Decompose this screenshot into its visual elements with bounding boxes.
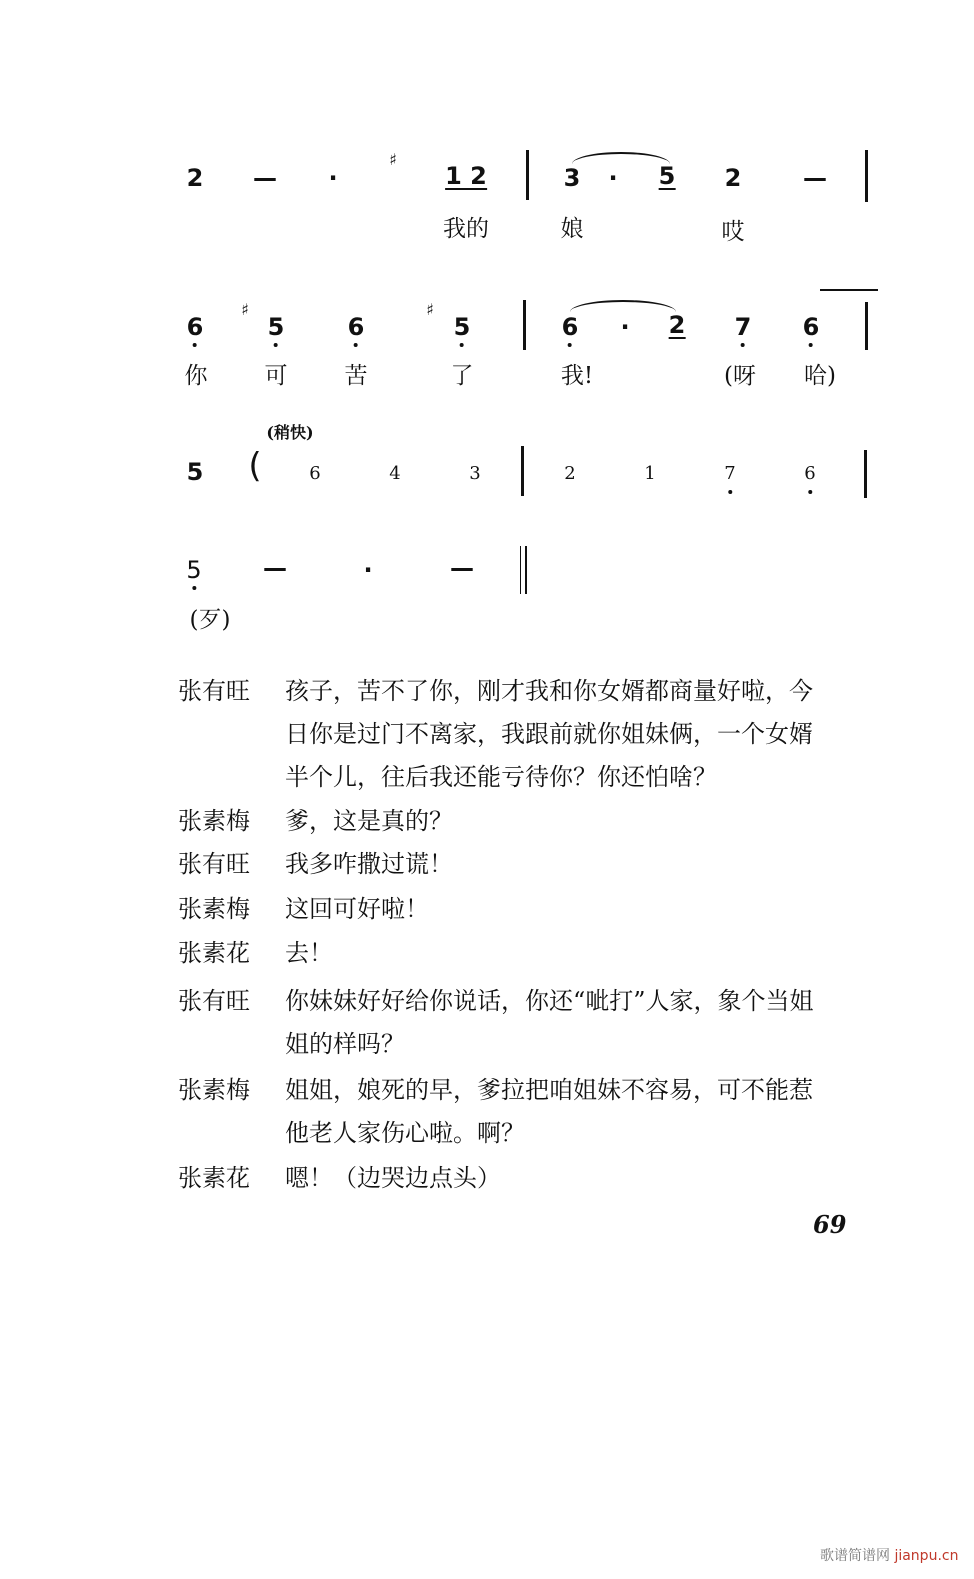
parenthesis: (: [248, 446, 262, 486]
note: 6: [802, 313, 820, 341]
dialogue-line: [178, 980, 884, 1066]
speaker: 张有旺: [178, 850, 250, 878]
lyric: 你: [184, 363, 208, 389]
bracket-line: [820, 289, 878, 291]
dialogue-text: 你妹妹好好给你说话，你还“呲打”人家，象个当姐: [285, 987, 814, 1015]
note: 5: [658, 162, 676, 190]
dialogue-text: 孩子，苦不了你，刚才我和你女婿都商量好啦，今: [285, 677, 813, 705]
dash: —: [803, 164, 827, 192]
dot: ·: [363, 556, 373, 584]
note: 6: [561, 313, 579, 341]
dialogue-text: 这回可好啦！: [285, 895, 429, 923]
note: 6: [309, 463, 321, 484]
lyric: 哈): [804, 363, 836, 389]
lyric: 我的: [443, 216, 489, 242]
note: 5: [186, 556, 202, 584]
note: 6: [186, 313, 204, 341]
lyric: 娘: [560, 216, 584, 242]
barline: [523, 300, 526, 350]
note: 3: [469, 463, 481, 484]
note: 6: [347, 313, 365, 341]
lyric: (呀: [724, 363, 756, 389]
note: 2: [668, 311, 686, 339]
lyric: 哎: [721, 219, 745, 245]
note: 1: [644, 463, 656, 484]
barline: [521, 446, 524, 496]
speaker: 张素梅: [178, 807, 250, 835]
page-number: 69: [813, 1210, 847, 1239]
dialogue-line: [178, 888, 884, 931]
sharp-sign: ♯: [241, 300, 249, 319]
barline: [865, 302, 868, 350]
speaker: 张有旺: [178, 987, 250, 1015]
barline: [526, 150, 529, 200]
note: 1 2: [445, 162, 487, 190]
dialogue-text: 爹，这是真的？: [285, 807, 453, 835]
note: 5: [186, 458, 204, 486]
lyric: (歹): [189, 607, 231, 633]
barline: [865, 150, 868, 202]
dash: —: [450, 554, 474, 582]
note: 7: [724, 460, 735, 488]
dialogue-line: [178, 800, 884, 843]
lyric: 可: [264, 363, 288, 389]
dialogue-text: 姐姐，娘死的早，爹拉把咱姐妹不容易，可不能惹: [285, 1076, 813, 1104]
slur: [570, 300, 676, 312]
dialogue-line: [178, 1069, 884, 1155]
watermark-url: jianpu.cn: [894, 1548, 959, 1564]
note: 3: [563, 164, 581, 192]
dialogue-text: 我多咋撒过谎！: [285, 850, 453, 878]
lyric: 苦: [344, 363, 368, 389]
dot: ·: [328, 164, 338, 192]
double-barline: [520, 546, 527, 594]
dialogue-text: 姐的样吗？: [285, 1030, 405, 1058]
dialogue-text: 嗯！（边哭边点头）: [285, 1164, 501, 1192]
note: 2: [186, 164, 204, 192]
dot: ·: [608, 164, 618, 192]
note: 4: [389, 463, 401, 484]
dialogue-text: 他老人家伤心啦。啊？: [285, 1119, 525, 1147]
speaker: 张素花: [178, 939, 250, 967]
speaker: 张有旺: [178, 677, 250, 705]
dialogue-text: 半个儿，往后我还能亏待你？你还怕啥？: [285, 763, 717, 791]
note: 2: [564, 463, 576, 484]
note: 2: [724, 164, 742, 192]
speaker: 张素梅: [178, 895, 250, 923]
note: 5: [453, 313, 471, 341]
speaker: 张素梅: [178, 1076, 250, 1104]
lyric: 了: [450, 363, 474, 389]
dash: —: [263, 554, 287, 582]
dialogue-text: 去！: [285, 939, 333, 967]
sharp-sign: ♯: [389, 150, 397, 169]
barline: [864, 450, 867, 498]
watermark-cn: 歌谱简谱网: [820, 1548, 890, 1564]
note: 6: [804, 460, 815, 488]
watermark: [820, 1545, 958, 1565]
sharp-sign: ♯: [426, 300, 434, 319]
tempo-marking: (稍快): [266, 423, 314, 442]
dialogue-line: [178, 1157, 884, 1200]
speaker: 张素花: [178, 1164, 250, 1192]
dialogue-line: [178, 670, 884, 799]
lyric: 我!: [560, 363, 594, 389]
dot: ·: [620, 313, 630, 341]
dialogue-line: [178, 932, 884, 975]
note: 5: [267, 313, 285, 341]
dialogue-text: 日你是过门不离家，我跟前就你姐妹俩，一个女婿: [285, 720, 813, 748]
dash: —: [253, 164, 277, 192]
note: 7: [734, 313, 752, 341]
dialogue-line: [178, 843, 884, 886]
slur: [572, 152, 670, 164]
